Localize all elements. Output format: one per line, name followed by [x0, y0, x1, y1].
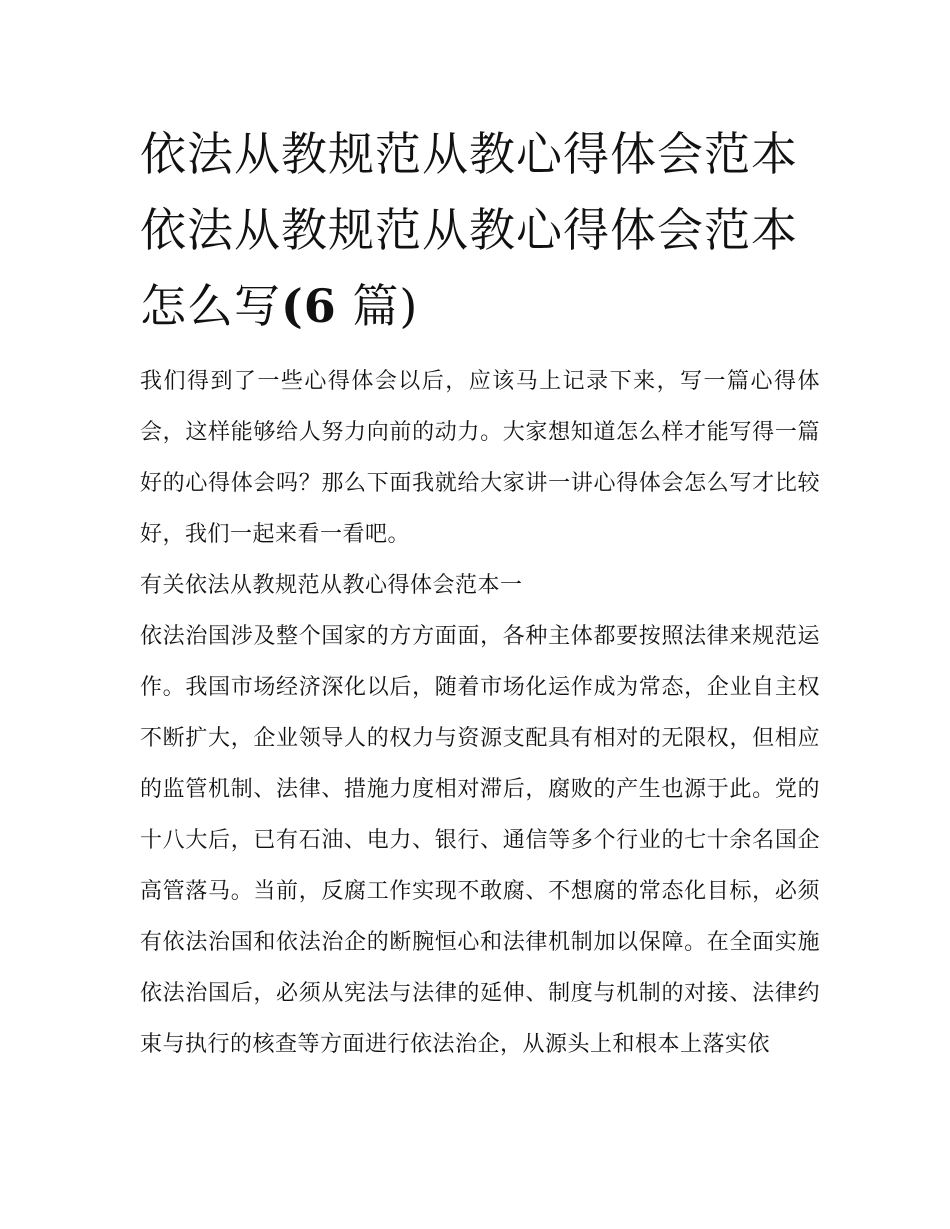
title-suffix: 篇) [336, 279, 419, 333]
document-title [140, 116, 820, 344]
title-text: 依法从教规范从教心得体会范本 依法从教规范从教心得体会范本怎么写 [140, 127, 798, 333]
section-heading: 有关依法从教规范从教心得体会范本一 [140, 573, 523, 598]
title-count: (6 [281, 279, 337, 333]
document-body [140, 356, 820, 1070]
intro-paragraph: 我们得到了一些心得体会以后，应该马上记录下来，写一篇心得体会，这样能够给人努力向前的动力。大家想知道怎么样才能写得一篇好的心得体会吗？那么下面我就给大家讲一讲心得体会怎么写才比较好，我们一起来看一看吧。 [140, 369, 820, 547]
section-paragraph: 依法治国涉及整个国家的方方面面，各种主体都要按照法律来规范运作。我国市场经济深化以后，随着市场化运作成为常态，企业自主权不断扩大，企业领导人的权力与资源支配具有相对的无限权，但相应的监管机制、法律、措施力度相对滞后，腐败的产生也源于此。党的十八大后，已有石油、电力、银行、通信等多个行业的七十余名国企高管落马。当前，反腐工作实现不敢腐、不想腐的常态化目标，必须有依法治国和依法治企的断腕恒心和法律机制加以保障。在全面实施依法治国后，必须从宪法与法律的延伸、制度与机制的对接、法律约束与执行的核查等方面进行依法治企，从源头上和根本上落实依 [140, 624, 820, 1057]
